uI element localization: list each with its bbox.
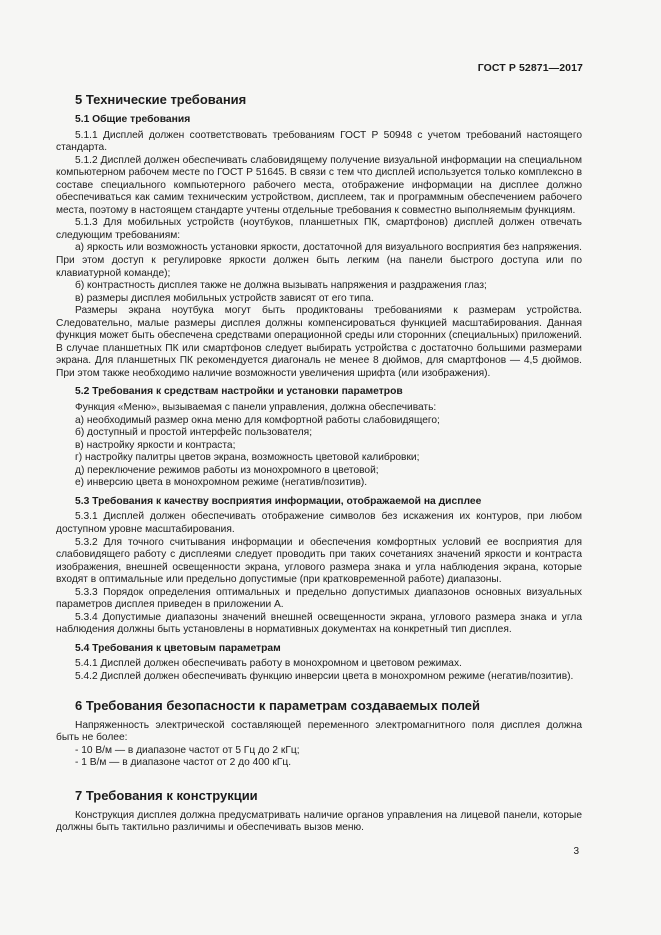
paragraph-screen-size: Размеры экрана ноутбука могут быть продиктованы требованиями к размерам устройства. Следовательно, малые размеры дисплея должны компенсироваться функцией масштабирования. Данная функция может быть обеспечена средствами операционной среды или сторонних (специальных) приложений. В случае планшетных ПК или смартфонов следует выбирать устройства с достаточно большими размерами экрана. Для планшетных ПК рекомендуется диагональ не менее 8 дюймов, для смартфонов — 4,5 дюймов. При этом также необходимо наличие возможности увеличения шрифта (или изображения). bbox=[56, 305, 582, 379]
paragraph-5-2-intro: Функция «Меню», вызываемая с панели управления, должна обеспечивать: bbox=[75, 402, 437, 414]
section-5-heading: 5 Технические требования bbox=[75, 92, 247, 107]
document-body bbox=[56, 88, 582, 835]
document-code: ГОСТ Р 52871—2017 bbox=[477, 62, 583, 74]
paragraph-5-3-3: 5.3.3 Порядок определения оптимальных и предельно допустимых диапазонов основных визуальных параметров дисплея приведен в приложении А. bbox=[56, 586, 582, 611]
paragraph-6-1: Напряженность электрической составляющей переменного электромагнитного поля дисплея должна быть не более: bbox=[56, 719, 582, 744]
subsection-5-1-heading: 5.1 Общие требования bbox=[75, 114, 191, 125]
subsection-5-2-heading: 5.2 Требования к средствам настройки и установки параметров bbox=[75, 386, 403, 398]
list-item-5-2-b: б) доступный и простой интерфейс пользователя; bbox=[75, 427, 313, 439]
paragraph-5-1-1: 5.1.1 Дисплей должен соответствовать требованиям ГОСТ Р 50948 с учетом требований настоящего стандарта. bbox=[56, 129, 582, 154]
subsection-5-4-heading: 5.4 Требования к цветовым параметрам bbox=[75, 642, 281, 654]
list-item-5-2-a: а) необходимый размер окна меню для комфортной работы слабовидящего; bbox=[75, 414, 440, 426]
list-item-5-2-e: д) переключение режимов работы из монохромного в цветовой; bbox=[75, 464, 379, 476]
section-7-heading: 7 Требования к конструкции bbox=[75, 787, 258, 803]
list-item-5-1-3-a: а) яркость или возможность установки яркости, достаточной для визуального восприятия без напряжения. При этом доступ к регулировке яркости должен быть легким (на панели быстрого доступа или по клавиатурной команде); bbox=[56, 242, 582, 279]
paragraph-5-3-1: 5.3.1 Дисплей должен обеспечивать отображение символов без искажения их контуров, при любом доступном уровне масштабирования. bbox=[56, 511, 582, 535]
list-item-6-2: - 1 В/м — в диапазоне частот от 2 до 400 кГц. bbox=[75, 757, 292, 769]
paragraph-5-4-1: 5.4.1 Дисплей должен обеспечивать работу в монохромном и цветовом режимах. bbox=[75, 658, 462, 670]
paragraph-5-1-2: 5.1.2 Дисплей должен обеспечивать слабовидящему получение визуальной информации на специальном компьютерном рабочем месте по ГОСТ Р 51645. В связи с тем что дисплей используется только комплексно в составе специального компьютерного рабочего места, отображение информации на дисплее должно обеспечиваться как самим техническим устройством, дисплеем, так и программным обеспечением рабочего места, поэтому в настоящем стандарте учтены отдельные требования к совместно выполняемым функциям. bbox=[56, 154, 582, 216]
paragraph-5-3-2: 5.3.2 Для точного считывания информации и обеспечения комфортных условий ее восприятия для слабовидящего работу с дисплеями следует проводить при таких сочетаниях значений яркости и контраста изображения, внешней освещенности экрана, углового размера знака и угла наблюдения экрана, которые входят в оптимальные или предельно допустимые (при кратковременной работе) диапазоны. bbox=[56, 536, 582, 586]
section-6-heading: 6 Требования безопасности к параметрам создаваемых полей bbox=[75, 697, 481, 713]
list-item-5-2-c: в) настройку яркости и контраста; bbox=[75, 439, 236, 451]
paragraph-7-1: Конструкция дисплея должна предусматривать наличие органов управления на лицевой панели, которые должны быть тактильно различимы и обеспечивать вызов меню. bbox=[56, 809, 582, 834]
paragraph-5-4-2: 5.4.2 Дисплей должен обеспечивать функцию инверсии цвета в монохромном режиме (негатив/позитив). bbox=[75, 670, 574, 682]
paragraph-5-1-3: 5.1.3 Для мобильных устройств (ноутбуков, планшетных ПК, смартфонов) дисплей должен отвечать следующим требованиям: bbox=[56, 217, 582, 241]
list-item-5-1-3-b: б) контрастность дисплея также не должна вызывать напряжения и раздражения глаз; bbox=[75, 280, 487, 292]
list-item-5-2-d: г) настройку палитры цветов экрана, возможность цветовой калибровки; bbox=[75, 452, 420, 464]
page-number: 3 bbox=[573, 846, 579, 857]
paragraph-5-3-4: 5.3.4 Допустимые диапазоны значений внешней освещенности экрана, углового размера знака и угла наблюдения должны быть установлены в нормативных документах на конкретный тип дисплея. bbox=[56, 611, 582, 636]
subsection-5-3-heading: 5.3 Требования к качеству восприятия информации, отображаемой на дисплее bbox=[75, 495, 482, 507]
list-item-5-1-3-c: в) размеры дисплея мобильных устройств зависят от его типа. bbox=[75, 292, 374, 304]
list-item-6-1: - 10 В/м — в диапазоне частот от 5 Гц до 2 кГц; bbox=[75, 744, 300, 756]
list-item-5-2-f: е) инверсию цвета в монохромном режиме (негатив/позитив). bbox=[75, 477, 368, 489]
